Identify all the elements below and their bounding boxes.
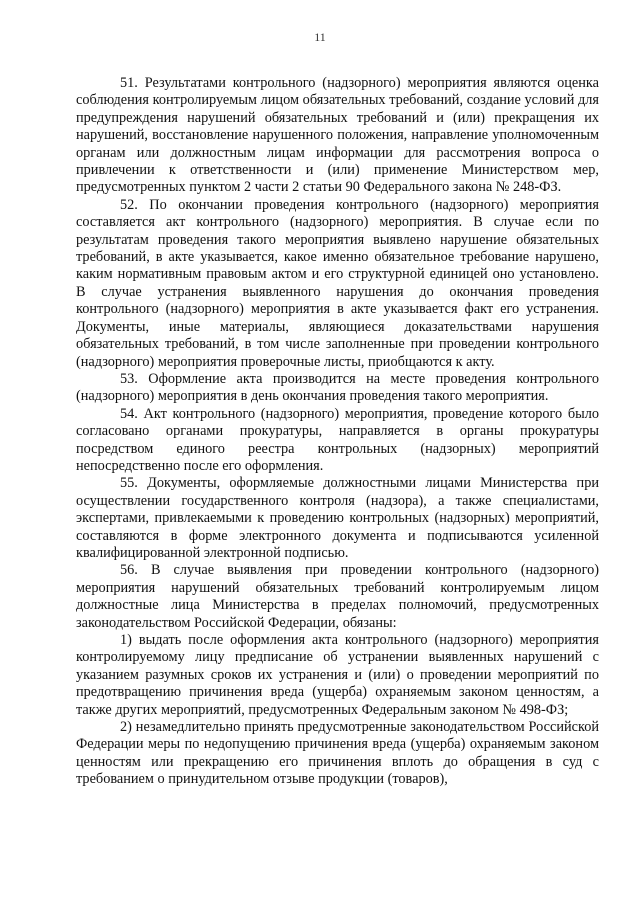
paragraph-54: 54. Акт контрольного (надзорного) мероприятия, проведение которого было согласовано органами прокуратуры, направляется в органы прокуратуры посредством единого реестра контрольных (надзорных) мероприятий непосредственно после его оформления. <box>76 405 599 474</box>
paragraph-55: 55. Документы, оформляемые должностными лицами Министерства при осуществлении государственного контроля (надзора), а также специалистами, экспертами, привлекаемыми к проведению контрольных (надзорных) мероприятий, составляются в форме электронного документа и подписываются усиленной квалифицированной электронной подписью. <box>76 475 599 561</box>
paragraph-52: 52. По окончании проведения контрольного (надзорного) мероприятия составляется акт контрольного (надзорного) мероприятия. В случае если по результатам проведения такого мероприятия выявлено нарушение обязательных требований, в акте указывается, какое именно обязательное требование нарушено, каким нормативным правовым актом и его структурной единицей оно установлено. В случае устранения выявленного нарушения до окончания проведения контрольного (надзорного) мероприятия в акте указывается факт его устранения. Документы, иные материалы, являющиеся доказательствами нарушения обязательных требований, в том числе заполненные при проведении контрольного (надзорного) мероприятия проверочные листы, приобщаются к акту. <box>76 196 599 370</box>
paragraph-51: 51. Результатами контрольного (надзорного) мероприятия являются оценка соблюдения контролируемым лицом обязательных требований, создание условий для предупреждения нарушений обязательных требований и (или) прекращения их нарушений, восстановление нарушенного положения, направление уполномоченным органам или должностным лицам информации для рассмотрения вопроса о привлечении к ответственности и (или) применение Министерством мер, предусмотренных пунктом 2 части 2 статьи 90 Федерального закона № 248-ФЗ. <box>76 75 599 196</box>
paragraph-56-item-2: 2) незамедлительно принять предусмотренные законодательством Российской Федерации меры по недопущению причинения вреда (ущерба) охраняемым законом ценностям или прекращению его причинения вплоть до обращения в суд с требованием о принудительном отзыве продукции (товаров), <box>76 719 599 788</box>
page-number: 11 <box>314 30 326 44</box>
paragraph-53: 53. Оформление акта производится на месте проведения контрольного (надзорного) мероприятия в день окончания проведения такого мероприятия. <box>76 370 599 405</box>
paragraph-56: 56. В случае выявления при проведении контрольного (надзорного) мероприятия нарушений обязательных требований контролируемым лицом должностные лица Министерства в пределах полномочий, предусмотренных законодательством Российской Федерации, обязаны: <box>76 562 599 631</box>
document-body <box>76 75 599 789</box>
paragraph-56-item-1: 1) выдать после оформления акта контрольного (надзорного) мероприятия контролируемому лицу предписание об устранении выявленных нарушений с указанием разумных сроков их устранения и (или) о проведении мероприятий по предотвращению причинения вреда (ущерба) охраняемым законом ценностям, а также других мероприятий, предусмотренных Федеральным законом № 498-ФЗ; <box>76 632 599 718</box>
